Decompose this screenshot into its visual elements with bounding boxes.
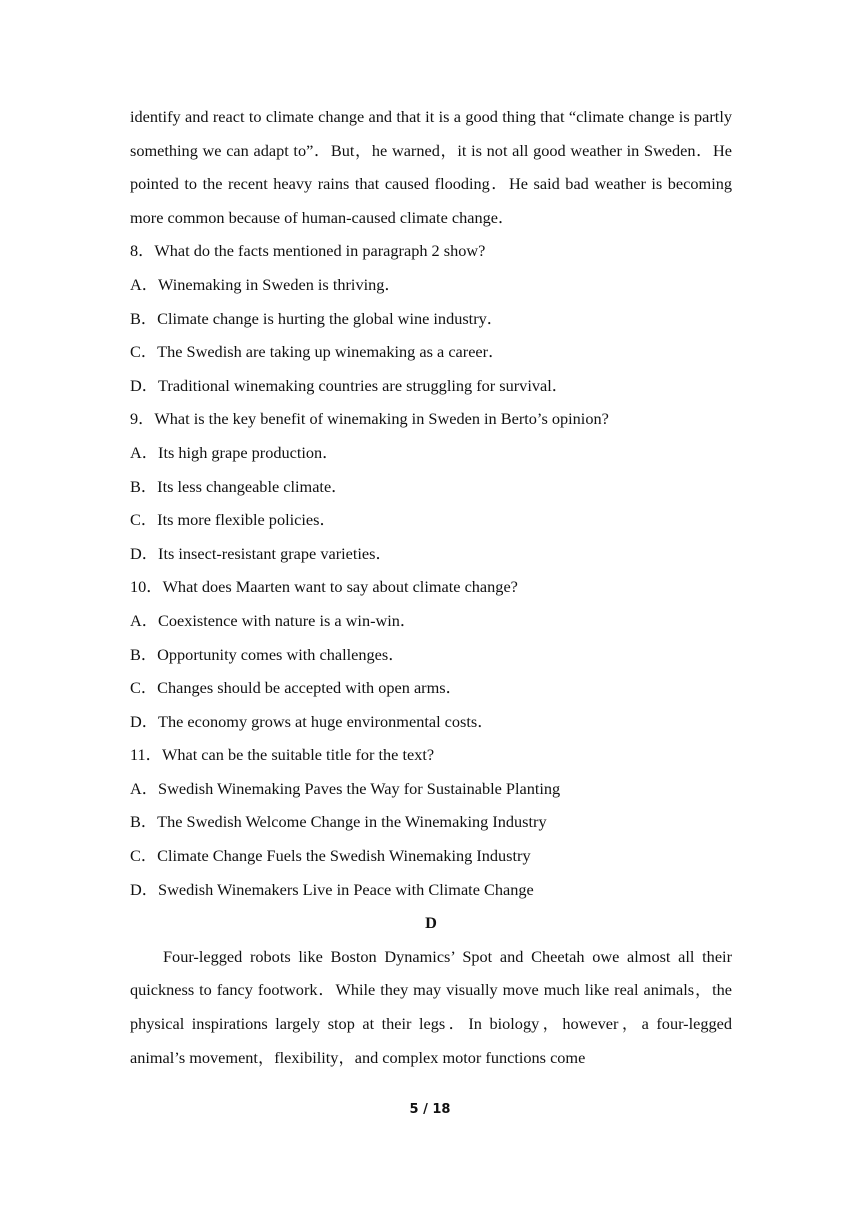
option-c: C．Changes should be accepted with open arms． — [130, 678, 462, 698]
option-a: A．Swedish Winemaking Paves the Way for Sustainable Planting — [130, 778, 561, 798]
page-number: 5 / 18 — [409, 1102, 451, 1117]
passage-c-ending: identify and react to climate change and that it is a good thing that “climate change is partly something we can adapt to”．But，he warned，it is not all good weather in Sweden．He pointed to the recent heavy rains that caused flooding．He said bad weather is becoming more common because of human-caused climate change． — [130, 107, 732, 227]
option-c: C．Its more flexible policies． — [130, 510, 336, 530]
option-a: A．Coexistence with nature is a win-win． — [130, 610, 417, 630]
option-a: A．Winemaking in Sweden is thriving． — [130, 274, 401, 294]
question-11 — [130, 738, 732, 906]
section-d-paragraph: Four-legged robots like Boston Dynamics’ Spot and Cheetah owe almost all their quickness to fancy footwork．While they may visually move much like real animals，the physical inspirations largely stop at their legs．In biology，however，a four-legged animal’s movement，flexibility，and complex motor functions come — [130, 946, 732, 1067]
option-b: B．Its less changeable climate． — [130, 476, 348, 496]
option-d: D．Its insect-resistant grape varieties． — [130, 543, 392, 563]
option-c: C．The Swedish are taking up winemaking as a career． — [130, 342, 505, 362]
option-b: B．Climate change is hurting the global wine industry． — [130, 308, 504, 328]
question-stem: 11．What can be the suitable title for the text? — [130, 745, 435, 765]
option-c: C．Climate Change Fuels the Swedish Winemaking Industry — [130, 846, 531, 866]
question-10 — [130, 570, 732, 738]
question-stem: 8．What do the facts mentioned in paragraph 2 show? — [130, 241, 486, 261]
option-a: A．Its high grape production． — [130, 442, 339, 462]
option-d: D．Traditional winemaking countries are struggling for survival． — [130, 375, 569, 395]
option-b: B．Opportunity comes with challenges． — [130, 644, 405, 664]
page-content — [130, 100, 732, 1074]
option-d: D．The economy grows at huge environmental costs． — [130, 711, 494, 731]
section-d-title: D — [425, 913, 437, 933]
question-stem: 9．What is the key benefit of winemaking in Sweden in Berto’s opinion? — [130, 409, 609, 429]
option-b: B．The Swedish Welcome Change in the Winemaking Industry — [130, 812, 547, 832]
question-9 — [130, 402, 732, 570]
option-d: D．Swedish Winemakers Live in Peace with Climate Change — [130, 879, 534, 899]
question-8 — [130, 234, 732, 402]
question-stem: 10．What does Maarten want to say about climate change? — [130, 577, 518, 597]
